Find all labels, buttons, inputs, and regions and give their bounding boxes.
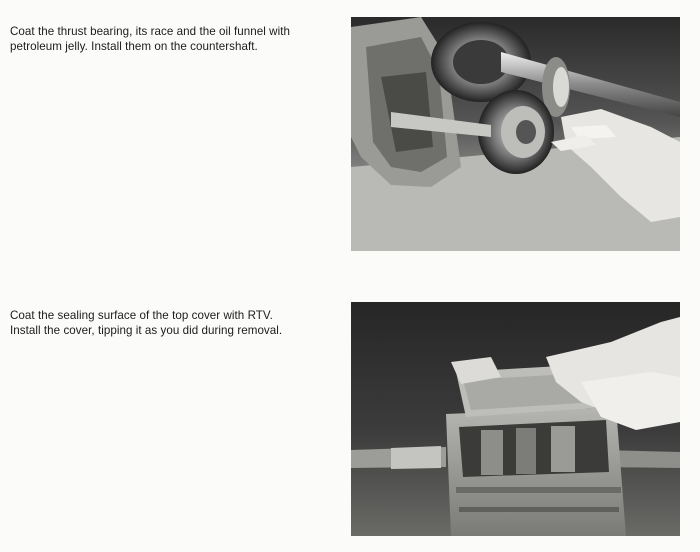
step-1-photo [351, 17, 680, 251]
step-2-instruction: Coat the sealing surface of the top cover with RTV. Install the cover, tipping it as you did during removal. [10, 308, 283, 338]
step-1-instruction: Coat the thrust bearing, its race and the oil funnel with petroleum jelly. Install them on the countershaft. [10, 24, 290, 54]
transmission-countershaft-photo-icon [351, 17, 680, 251]
step-2-photo [351, 302, 680, 536]
transmission-top-cover-photo-icon [351, 302, 680, 536]
